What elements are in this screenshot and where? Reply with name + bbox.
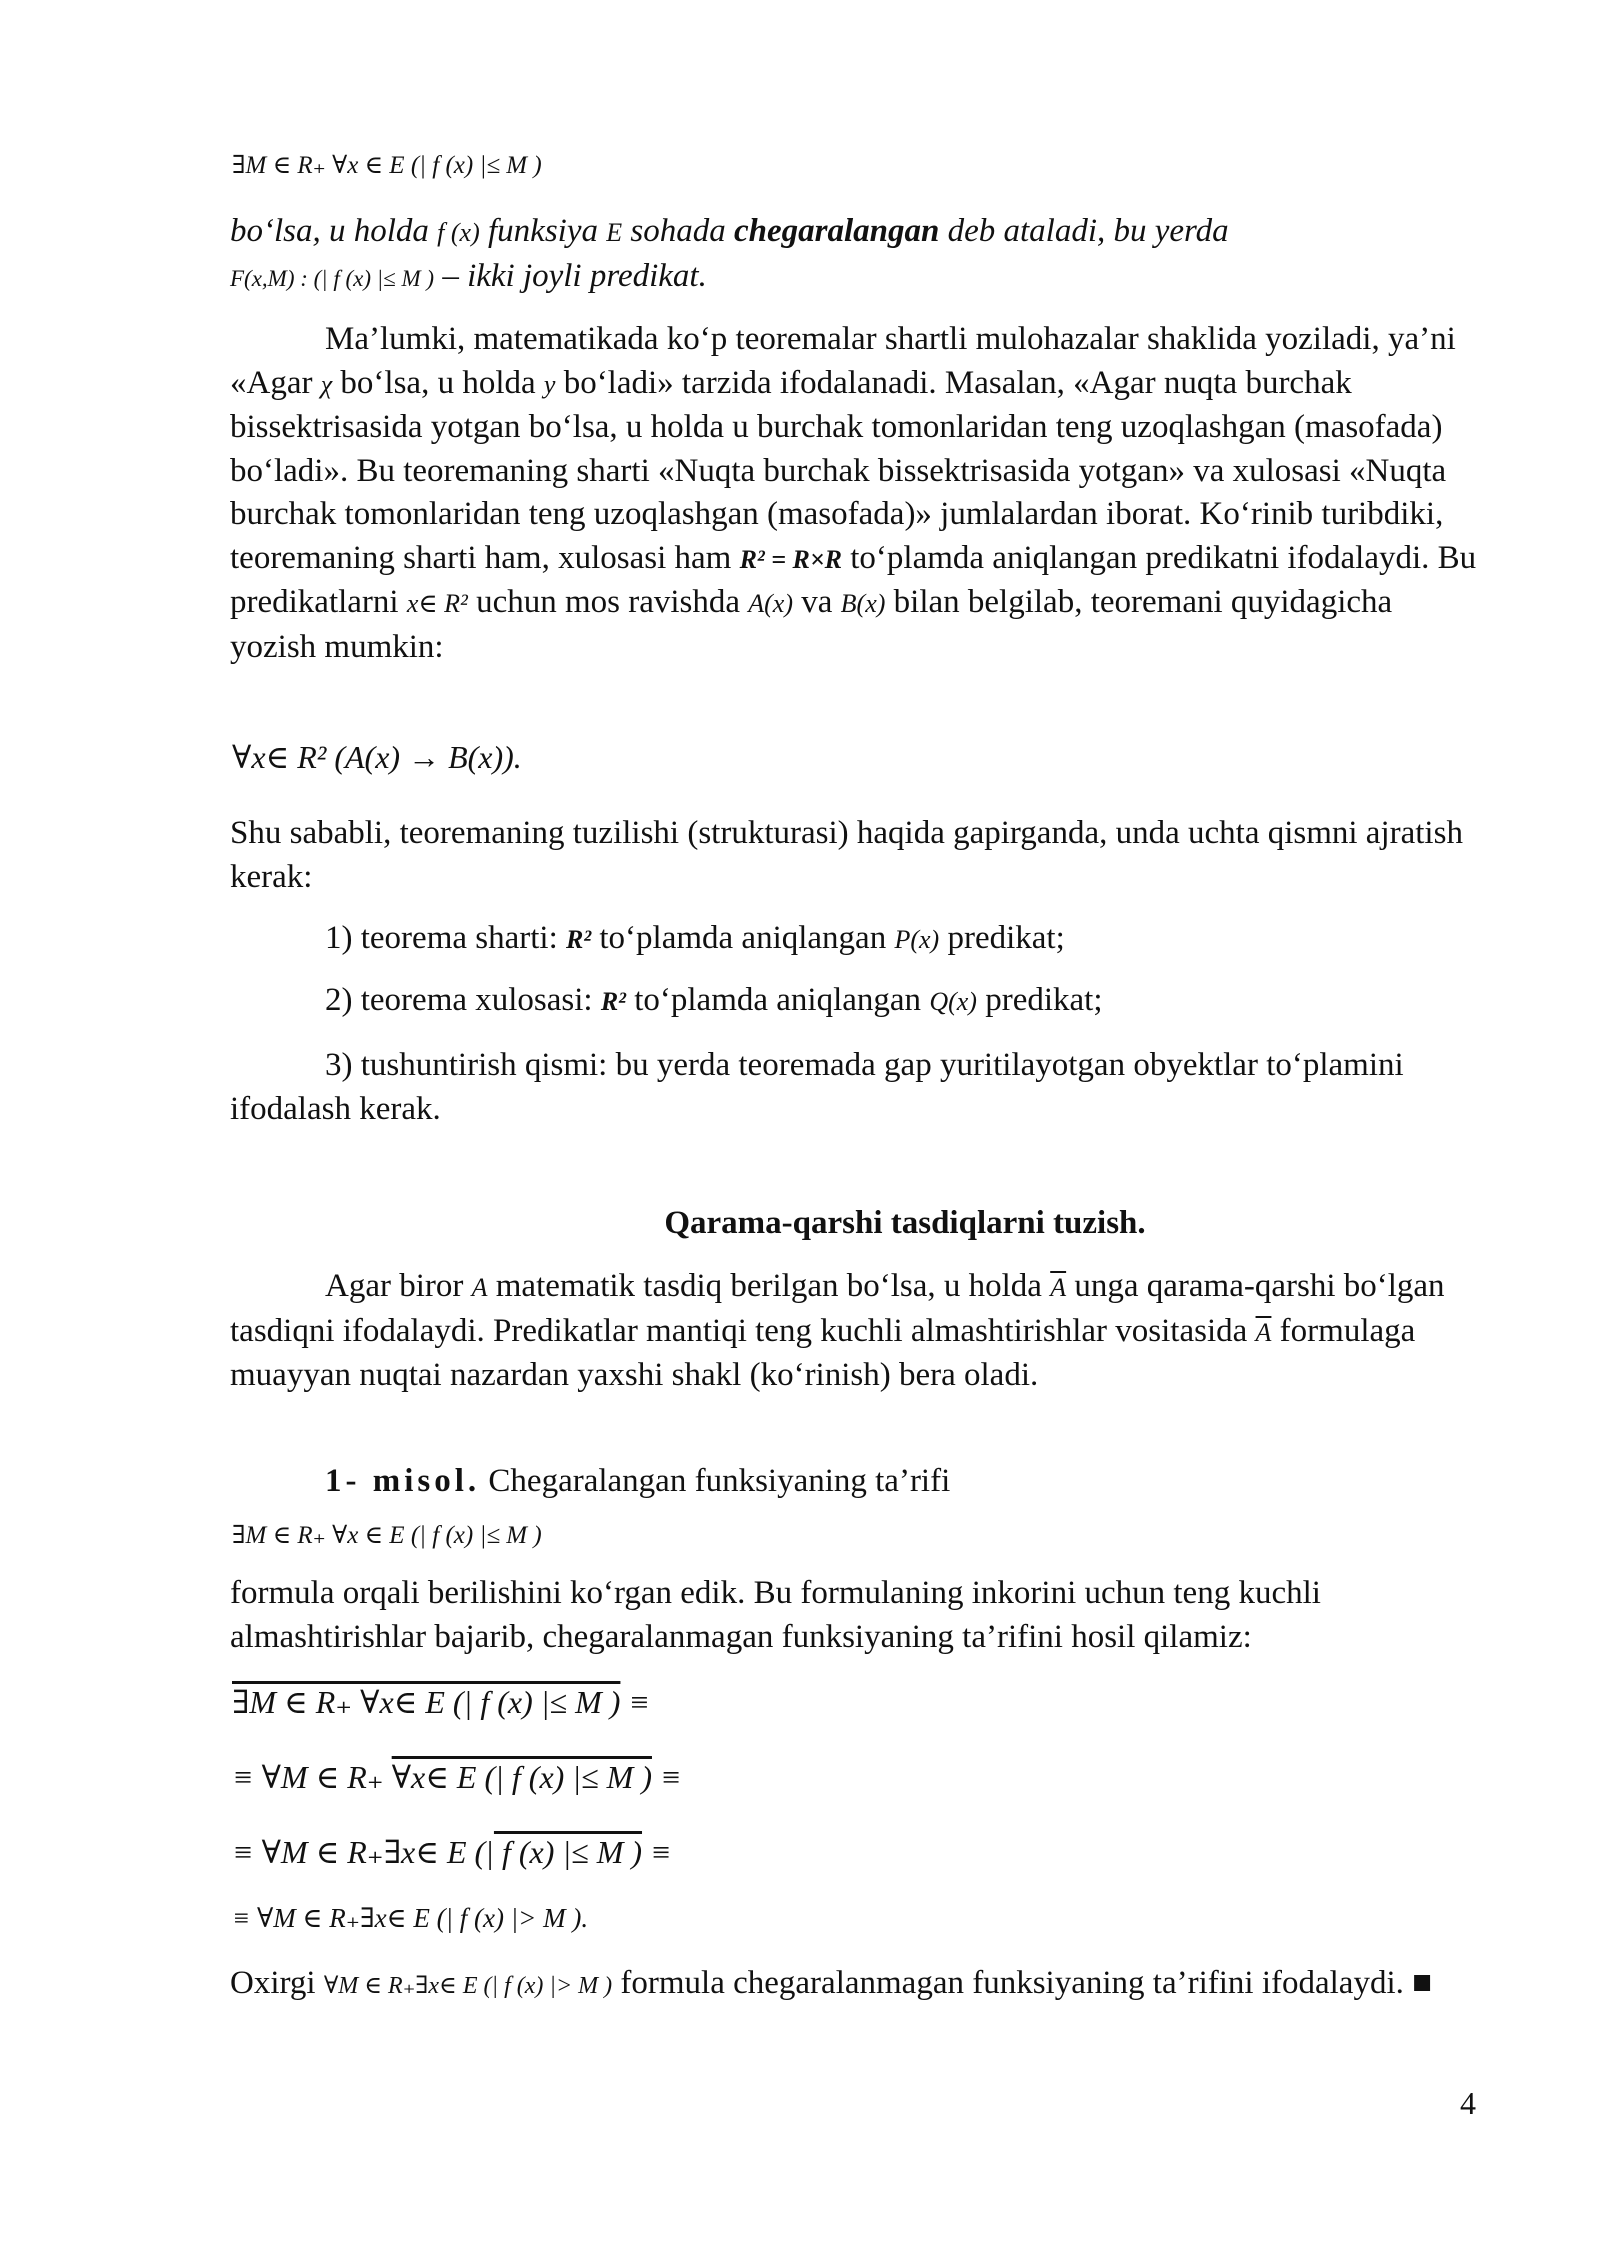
example-label: 1- misol.: [325, 1463, 481, 1499]
deriv-3-prefix: ≡ ∀M ∈ R₊∃x∈ E (|: [232, 1834, 494, 1870]
def-predicate: F(x,M) : (| f (x) |≤ M ): [230, 265, 435, 291]
item-2-mid: to‘plamda aniqlangan: [634, 982, 922, 1018]
deriv-1-equiv: ≡: [620, 1684, 651, 1720]
deriv-2-equiv: ≡: [651, 1759, 682, 1795]
def-E: E: [606, 218, 623, 247]
p1-chi: χ: [320, 369, 333, 399]
derivation-line-3: [232, 1833, 672, 1871]
p1-text-b: bo‘lsa, u holda: [340, 364, 536, 401]
p1-text-c: bo‘ladi» tarzida ifodalanadi. Masalan, «Agar nuqta burchak bissektrisasida yotgan bo‘lsa, u holda u burchak tomonlaridan teng uzoqlashgan (masofada) bo‘ladi». Bu teoremaning sharti «Nuqta burchak bissektrisasida yotgan» va xulosasi «Nuqta burchak tomonlaridan teng uzoqlashgan (masofada)» jumlalardan iborat. Ko‘rinib turibdiki, teoremaning sharti ham, xulosasi ham: [230, 364, 1447, 576]
p1-text-g: bilan belgilab, teoremani quyidagicha yozish mumkin:: [230, 584, 1393, 665]
derivation-line-2: [232, 1758, 682, 1796]
conclusion-paragraph: [230, 1962, 1480, 2009]
page-number: 4: [1460, 2085, 1476, 2121]
def-text-3: sohada: [630, 213, 726, 249]
example-text: Chegaralangan funksiyaning ta’rifi: [488, 1463, 951, 1499]
theorem-paragraph: [230, 318, 1480, 669]
example-line: [230, 1460, 1480, 1504]
section-heading: Qarama-qarshi tasdiqlarni tuzish.: [664, 1205, 1146, 1241]
p3-A-bar-2: $\overline{A}$: [1255, 1317, 1272, 1347]
formula-theorem: ∀x∈ R² (A(x) → B(x)).: [232, 739, 522, 775]
p1-ax: A(x): [748, 589, 794, 618]
item-1-post: predikat;: [947, 920, 1065, 956]
final-text-a: Oxirgi: [230, 1965, 316, 2001]
deriv-1-negated: ∃M ∈ R₊ ∀x∈ E (| f (x) |≤ M ): [232, 1684, 621, 1720]
derivation-line-1: [232, 1683, 650, 1721]
def-text-5: – ikki joyli predikat.: [442, 257, 707, 294]
p1-x-in-r2: x∈ R²: [406, 589, 468, 618]
deriv-3-equiv: ≡: [642, 1834, 672, 1870]
def-bold-term: chegaralangan: [733, 213, 940, 249]
p1-bx: B(x): [840, 589, 886, 618]
item-2-pre: 2) teorema xulosasi:: [325, 982, 593, 1018]
item-2-r2: R²: [600, 987, 626, 1016]
p3-A: A: [471, 1273, 488, 1302]
def-text-4: deb ataladi, bu yerda: [947, 213, 1229, 249]
list-item-3: 3) tushuntirish qismi: bu yerda teoremada gap yuritilayotgan obyektlar to‘plamini ifodalash kerak.: [230, 1047, 1404, 1127]
p3-text-b: matematik tasdiq berilgan bo‘lsa, u holda: [495, 1268, 1042, 1304]
item-2-predicate: Q(x): [929, 987, 977, 1016]
p1-r2: R² = R×R: [739, 544, 843, 574]
def-text-1: bo‘lsa, u holda: [230, 213, 429, 249]
negation-paragraph: [230, 1265, 1480, 1398]
item-1-predicate: P(x): [894, 925, 940, 954]
p1-text-e: uchun mos ravishda: [476, 584, 741, 620]
transform-paragraph: formula orqali berilishini ko‘rgan edik. Bu formulaning inkorini uchun teng kuchli almashtirishlar bajarib, chegaralanmagan funksiyaning ta’rifini hosil qilamiz:: [230, 1575, 1321, 1655]
final-formula: ∀M ∈ R₊∃x∈ E (| f (x) |> M ): [323, 1973, 613, 1999]
deriv-3-negated: f (x) |≤ M ): [493, 1834, 643, 1870]
item-2-post: predikat;: [985, 982, 1103, 1018]
item-1-mid: to‘plamda aniqlangan: [599, 920, 887, 956]
deriv-2-negated: ∀x∈ E (| f (x) |≤ M ): [391, 1759, 652, 1795]
formula-bounded-repeat: ∃M ∈ R₊ ∀x ∈ E (| f (x) |≤ M ): [232, 1522, 542, 1549]
p3-text-c: unga qarama-qarshi bo‘lgan tasdiqni ifodalaydi. Predikatlar mantiqi teng kuchli almashtirishlar vositasida: [230, 1268, 1445, 1349]
definition-paragraph: [230, 210, 1480, 300]
def-text-2: funksiya: [488, 213, 598, 249]
p3-text-d: formulaga muayyan nuqtai nazardan yaxshi shakl (ko‘rinish) bera oladi.: [230, 1312, 1416, 1393]
item-1-r2: R²: [566, 925, 592, 954]
formula-bounded-definition: ∃M ∈ R₊ ∀x ∈ E (| f (x) |≤ M ): [232, 152, 542, 179]
item-1-pre: 1) teorema sharti:: [325, 920, 558, 956]
p1-text-f: va: [801, 584, 833, 620]
structure-paragraph: Shu sababli, teoremaning tuzilishi (strukturasi) haqida gapirganda, unda uchta qismni ajratish kerak:: [230, 815, 1463, 895]
derivation-line-4: ≡ ∀M ∈ R₊∃x∈ E (| f (x) |> M ).: [232, 1903, 589, 1933]
p1-text-a: Ma’lumki, matematikada ko‘p teoremalar shartli mulohazalar shaklida yoziladi, ya’ni «Agar: [230, 321, 1456, 401]
p3-A-bar: $\overline{A}$: [1050, 1273, 1067, 1302]
list-item: [325, 920, 1065, 957]
p1-text-d: to‘plamda aniqlangan predikatni ifodalaydi. Bu predikatlarni: [230, 539, 1477, 620]
list-item: [325, 982, 1103, 1019]
p3-text-a: Agar biror: [325, 1268, 464, 1304]
p1-y: y: [543, 369, 556, 399]
final-text-b: formula chegaralanmagan funksiyaning ta’rifini ifodalaydi. ■: [620, 1965, 1433, 2001]
def-fx: f (x): [437, 218, 480, 247]
deriv-2-prefix: ≡ ∀M ∈ R₊: [232, 1759, 392, 1795]
